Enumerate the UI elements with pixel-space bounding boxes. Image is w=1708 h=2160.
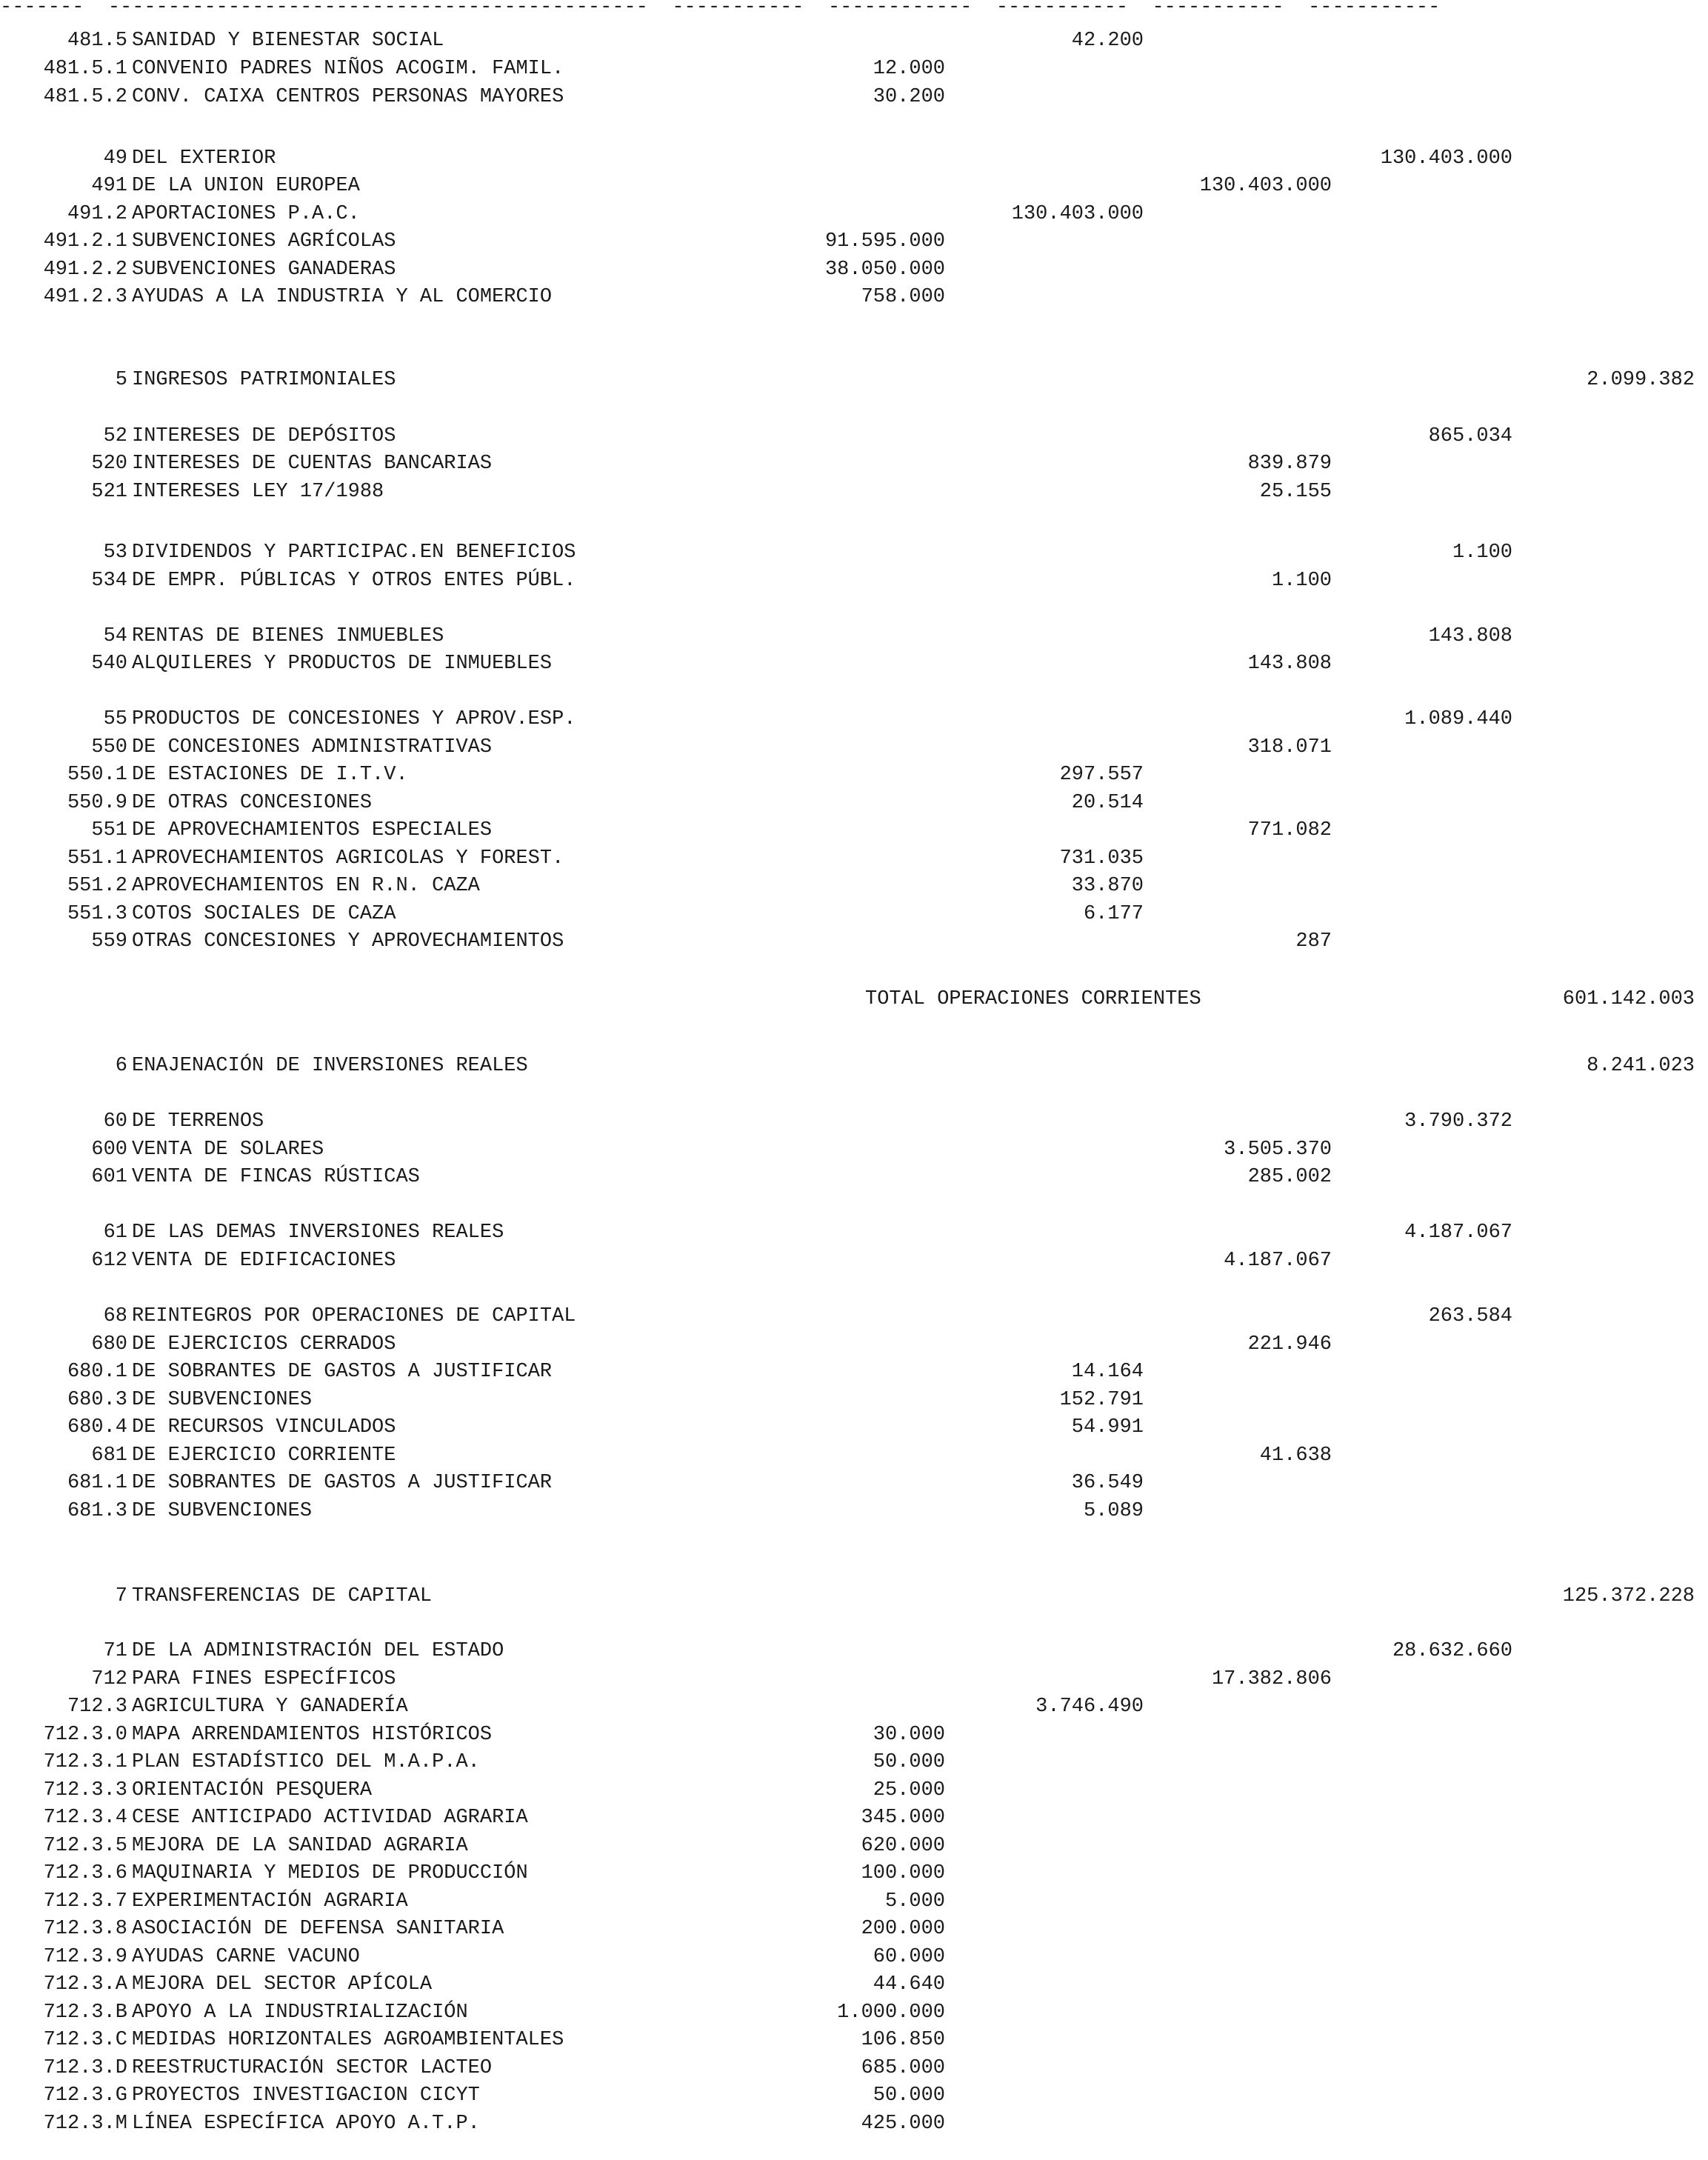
account-code: 712 — [91, 1668, 127, 1690]
ledger-row — [0, 844, 1708, 873]
amount: 221.946 — [1247, 1333, 1332, 1356]
account-description: INTERESES DE CUENTAS BANCARIAS — [132, 453, 493, 475]
ledger-row — [0, 227, 1708, 256]
ledger-row — [0, 1915, 1708, 1943]
account-code: 55 — [103, 708, 127, 730]
amount: 1.000.000 — [837, 2001, 945, 2024]
account-description: ASOCIACIÓN DE DEFENSA SANITARIA — [132, 1918, 504, 1940]
ledger-row — [0, 567, 1708, 595]
ledger-row — [0, 1413, 1708, 1441]
account-description: INGRESOS PATRIMONIALES — [132, 369, 396, 391]
account-description: AYUDAS A LA INDUSTRIA Y AL COMERCIO — [132, 286, 553, 308]
account-description: COTOS SOCIALES DE CAZA — [132, 903, 396, 925]
ledger-row — [0, 2026, 1708, 2054]
account-code: 534 — [91, 570, 127, 592]
account-code: 68 — [103, 1305, 127, 1327]
ledger-row — [0, 83, 1708, 111]
account-description: DE EMPR. PÚBLICAS Y OTROS ENTES PÚBL. — [132, 570, 576, 592]
ledger-row — [0, 478, 1708, 506]
amount: 41.638 — [1259, 1444, 1332, 1467]
ledger-row — [0, 1441, 1708, 1470]
account-description: SUBVENCIONES AGRÍCOLAS — [132, 230, 396, 253]
account-code: 550 — [91, 736, 127, 759]
ledger-row — [0, 1136, 1708, 1164]
account-code: 491.2 — [67, 203, 127, 225]
account-code: 680.1 — [67, 1361, 127, 1383]
amount: 5.000 — [884, 1890, 945, 1913]
account-description: ORIENTACIÓN PESQUERA — [132, 1779, 373, 1801]
amount: 3.505.370 — [1224, 1139, 1332, 1161]
ledger-row — [0, 1247, 1708, 1275]
ledger-row — [0, 1386, 1708, 1414]
account-code: 550.9 — [67, 792, 127, 814]
account-description: REINTEGROS POR OPERACIONES DE CAPITAL — [132, 1305, 576, 1327]
ledger-row — [0, 1721, 1708, 1749]
ledger-row — [0, 1637, 1708, 1665]
amount: 14.164 — [1071, 1361, 1144, 1383]
amount: 200.000 — [861, 1918, 945, 1940]
ledger-row — [0, 2081, 1708, 2110]
account-description: DE EJERCICIOS CERRADOS — [132, 1333, 396, 1356]
account-code: 60 — [103, 1110, 127, 1133]
amount: 6.177 — [1083, 903, 1144, 925]
account-description: DEL EXTERIOR — [132, 147, 276, 170]
account-description: DE CONCESIONES ADMINISTRATIVAS — [132, 736, 493, 759]
account-code: 551.1 — [67, 847, 127, 870]
account-code: 680.3 — [67, 1389, 127, 1411]
amount: 5.089 — [1083, 1500, 1144, 1522]
account-code: 712.3.1 — [43, 1751, 127, 1773]
amount: 345.000 — [861, 1807, 945, 1829]
amount: 4.187.067 — [1404, 1221, 1512, 1244]
ledger-row — [0, 366, 1708, 394]
account-code: 600 — [91, 1139, 127, 1161]
amount: 318.071 — [1247, 736, 1332, 759]
account-code: 712.3.5 — [43, 1835, 127, 1857]
amount: 60.000 — [873, 1946, 945, 1968]
account-description: PRODUCTOS DE CONCESIONES Y APROV.ESP. — [132, 708, 576, 730]
amount: 54.991 — [1071, 1416, 1144, 1439]
account-description: DE TERRENOS — [132, 1110, 264, 1133]
account-code: 712.3.A — [43, 1973, 127, 1996]
account-code: 712.3.D — [43, 2057, 127, 2079]
ledger-row — [0, 789, 1708, 817]
amount: 100.000 — [861, 1862, 945, 1884]
account-code: 491.2.1 — [43, 230, 127, 253]
amount: 620.000 — [861, 1835, 945, 1857]
account-code: 712.3.0 — [43, 1724, 127, 1746]
account-description: MAPA ARRENDAMIENTOS HISTÓRICOS — [132, 1724, 493, 1746]
account-description: MEJORA DEL SECTOR APÍCOLA — [132, 1973, 433, 1996]
account-description: ALQUILERES Y PRODUCTOS DE INMUEBLES — [132, 653, 553, 675]
account-code: 551.2 — [67, 875, 127, 897]
account-description: APROVECHAMIENTOS EN R.N. CAZA — [132, 875, 480, 897]
account-code: 71 — [103, 1640, 127, 1662]
account-description: TRANSFERENCIAS DE CAPITAL — [132, 1585, 433, 1607]
ledger-row — [0, 872, 1708, 900]
ledger-row — [0, 1469, 1708, 1497]
amount: 4.187.067 — [1224, 1250, 1332, 1272]
account-description: DE SUBVENCIONES — [132, 1389, 313, 1411]
account-code: 551.3 — [67, 903, 127, 925]
total-label: TOTAL OPERACIONES CORRIENTES — [865, 988, 1201, 1010]
account-description: DE SOBRANTES DE GASTOS A JUSTIFICAR — [132, 1472, 553, 1494]
amount: 731.035 — [1059, 847, 1144, 870]
account-description: EXPERIMENTACIÓN AGRARIA — [132, 1890, 408, 1913]
ledger-row — [0, 1052, 1708, 1080]
account-description: MEDIDAS HORIZONTALES AGROAMBIENTALES — [132, 2029, 564, 2051]
ledger-row — [0, 1999, 1708, 2027]
account-description: LÍNEA ESPECÍFICA APOYO A.T.P. — [132, 2113, 480, 2135]
ledger-row — [0, 1693, 1708, 1721]
account-code: 551 — [91, 819, 127, 841]
amount: 91.595.000 — [824, 230, 945, 253]
amount: 839.879 — [1247, 453, 1332, 475]
account-code: 712.3.G — [43, 2084, 127, 2107]
amount: 8.241.023 — [1587, 1055, 1695, 1077]
account-description: DE SUBVENCIONES — [132, 1500, 313, 1522]
account-code: 681.3 — [67, 1500, 127, 1522]
account-code: 712.3.6 — [43, 1862, 127, 1884]
amount: 865.034 — [1428, 425, 1512, 447]
account-code: 680 — [91, 1333, 127, 1356]
account-code: 712.3.B — [43, 2001, 127, 2024]
account-description: DE LAS DEMAS INVERSIONES REALES — [132, 1221, 504, 1244]
amount: 771.082 — [1247, 819, 1332, 841]
ledger-row — [0, 1330, 1708, 1359]
amount: 425.000 — [861, 2113, 945, 2135]
account-code: 491.2.3 — [43, 286, 127, 308]
account-description: DIVIDENDOS Y PARTICIPAC.EN BENEFICIOS — [132, 541, 576, 564]
ledger-row — [0, 761, 1708, 789]
ledger-row — [0, 2054, 1708, 2082]
account-description: DE ESTACIONES DE I.T.V. — [132, 764, 408, 786]
account-description: REESTRUCTURACIÓN SECTOR LACTEO — [132, 2057, 493, 2079]
account-code: 612 — [91, 1250, 127, 1272]
amount: 263.584 — [1428, 1305, 1512, 1327]
ledger-row — [0, 1887, 1708, 1916]
account-description: INTERESES LEY 17/1988 — [132, 481, 384, 503]
account-description: INTERESES DE DEPÓSITOS — [132, 425, 396, 447]
amount: 1.100 — [1271, 570, 1332, 592]
ledger-row — [0, 144, 1708, 173]
account-code: 712.3.3 — [43, 1779, 127, 1801]
account-code: 712.3.8 — [43, 1918, 127, 1940]
account-code: 681.1 — [67, 1472, 127, 1494]
account-code: 481.5 — [67, 30, 127, 52]
amount: 50.000 — [873, 1751, 945, 1773]
account-description: CESE ANTICIPADO ACTIVIDAD AGRARIA — [132, 1807, 528, 1829]
account-description: VENTA DE EDIFICACIONES — [132, 1250, 396, 1272]
account-code: 601 — [91, 1166, 127, 1188]
ledger-row — [0, 900, 1708, 928]
account-description: APORTACIONES P.A.C. — [132, 203, 360, 225]
amount: 42.200 — [1071, 30, 1144, 52]
account-code: 61 — [103, 1221, 127, 1244]
ledger-row — [0, 1804, 1708, 1832]
account-description: OTRAS CONCESIONES Y APROVECHAMIENTOS — [132, 930, 564, 953]
account-code: 7 — [115, 1585, 127, 1607]
account-code: 712.3.M — [43, 2113, 127, 2135]
account-description: DE LA ADMINISTRACIÓN DEL ESTADO — [132, 1640, 504, 1662]
account-description: RENTAS DE BIENES INMUEBLES — [132, 625, 444, 647]
amount: 30.000 — [873, 1724, 945, 1746]
amount: 143.808 — [1247, 653, 1332, 675]
amount: 1.089.440 — [1404, 708, 1512, 730]
ledger-row — [0, 200, 1708, 228]
ledger-row — [0, 539, 1708, 567]
amount: 17.382.806 — [1211, 1668, 1332, 1690]
ledger-row — [0, 927, 1708, 956]
account-code: 681 — [91, 1444, 127, 1467]
account-code: 559 — [91, 930, 127, 953]
total-row — [0, 985, 1708, 1013]
account-description: DE RECURSOS VINCULADOS — [132, 1416, 396, 1439]
account-code: 481.5.1 — [43, 58, 127, 80]
total-amount: 601.142.003 — [1562, 988, 1695, 1010]
account-code: 712.3.7 — [43, 1890, 127, 1913]
account-description: MAQUINARIA Y MEDIOS DE PRODUCCIÓN — [132, 1862, 528, 1884]
account-code: 712.3.4 — [43, 1807, 127, 1829]
ledger-row — [0, 1163, 1708, 1191]
account-description: CONVENIO PADRES NIÑOS ACOGIM. FAMIL. — [132, 58, 564, 80]
amount: 1.100 — [1452, 541, 1512, 564]
account-description: APROVECHAMIENTOS AGRICOLAS Y FOREST. — [132, 847, 564, 870]
amount: 50.000 — [873, 2084, 945, 2107]
account-description: APOYO A LA INDUSTRIALIZACIÓN — [132, 2001, 468, 2024]
account-code: 491.2.2 — [43, 259, 127, 281]
amount: 38.050.000 — [824, 259, 945, 281]
ledger-row — [0, 1859, 1708, 1887]
ledger-row — [0, 1748, 1708, 1776]
ledger-row — [0, 1107, 1708, 1136]
amount: 106.850 — [861, 2029, 945, 2051]
account-code: 550.1 — [67, 764, 127, 786]
account-code: 6 — [115, 1055, 127, 1077]
account-description: VENTA DE FINCAS RÚSTICAS — [132, 1166, 420, 1188]
account-code: 52 — [103, 425, 127, 447]
account-code: 712.3.9 — [43, 1946, 127, 1968]
amount: 125.372.228 — [1562, 1585, 1695, 1607]
account-code: 53 — [103, 541, 127, 564]
account-code: 680.4 — [67, 1416, 127, 1439]
ledger-row — [0, 1665, 1708, 1693]
account-code: 54 — [103, 625, 127, 647]
account-description: SUBVENCIONES GANADERAS — [132, 259, 396, 281]
ledger-row — [0, 622, 1708, 650]
ledger-row — [0, 256, 1708, 284]
ledger-row — [0, 2110, 1708, 2138]
ledger-row — [0, 450, 1708, 478]
ledger-row — [0, 1219, 1708, 1247]
account-code: 49 — [103, 147, 127, 170]
ledger-row — [0, 1970, 1708, 1999]
ledger-row — [0, 1943, 1708, 1971]
account-code: 491 — [91, 175, 127, 197]
amount: 285.002 — [1247, 1166, 1332, 1188]
ledger-row — [0, 1358, 1708, 1386]
ledger-row — [0, 816, 1708, 844]
amount: 25.000 — [873, 1779, 945, 1801]
account-description: DE LA UNION EUROPEA — [132, 175, 360, 197]
amount: 3.790.372 — [1404, 1110, 1512, 1133]
amount: 130.403.000 — [1380, 147, 1512, 170]
account-code: 521 — [91, 481, 127, 503]
ledger-row — [0, 1497, 1708, 1525]
account-description: DE APROVECHAMIENTOS ESPECIALES — [132, 819, 493, 841]
amount: 152.791 — [1059, 1389, 1144, 1411]
ledger-row — [0, 650, 1708, 678]
ledger-row — [0, 733, 1708, 761]
account-description: DE EJERCICIO CORRIENTE — [132, 1444, 396, 1467]
account-description: AYUDAS CARNE VACUNO — [132, 1946, 360, 1968]
ledger-row — [0, 705, 1708, 733]
amount: 36.549 — [1071, 1472, 1144, 1494]
account-description: MEJORA DE LA SANIDAD AGRARIA — [132, 1835, 468, 1857]
account-description: AGRICULTURA Y GANADERÍA — [132, 1696, 408, 1718]
ledger-row — [0, 1582, 1708, 1610]
account-code: 712.3 — [67, 1696, 127, 1718]
account-description: PARA FINES ESPECÍFICOS — [132, 1668, 396, 1690]
account-code: 520 — [91, 453, 127, 475]
amount: 12.000 — [873, 58, 945, 80]
account-description: PLAN ESTADÍSTICO DEL M.A.P.A. — [132, 1751, 480, 1773]
amount: 25.155 — [1259, 481, 1332, 503]
account-description: PROYECTOS INVESTIGACION CICYT — [132, 2084, 480, 2107]
ledger-row — [0, 172, 1708, 200]
amount: 685.000 — [861, 2057, 945, 2079]
amount: 758.000 — [861, 286, 945, 308]
amount: 3.746.490 — [1035, 1696, 1144, 1718]
account-description: SANIDAD Y BIENESTAR SOCIAL — [132, 30, 444, 52]
amount: 287 — [1295, 930, 1332, 953]
ledger-row — [0, 27, 1708, 55]
ledger-row — [0, 55, 1708, 83]
ledger-row — [0, 1302, 1708, 1330]
ledger-row — [0, 422, 1708, 450]
account-code: 481.5.2 — [43, 86, 127, 108]
amount: 28.632.660 — [1392, 1640, 1512, 1662]
account-description: VENTA DE SOLARES — [132, 1139, 324, 1161]
account-code: 540 — [91, 653, 127, 675]
ledger-row — [0, 1776, 1708, 1804]
amount: 143.808 — [1428, 625, 1512, 647]
account-code: 712.3.C — [43, 2029, 127, 2051]
amount: 44.640 — [873, 1973, 945, 1996]
amount: 130.403.000 — [1199, 175, 1332, 197]
account-code: 5 — [115, 369, 127, 391]
amount: 30.200 — [873, 86, 945, 108]
account-description: DE OTRAS CONCESIONES — [132, 792, 373, 814]
account-description: CONV. CAIXA CENTROS PERSONAS MAYORES — [132, 86, 564, 108]
header-rule: ------- --------------------------------------------- ----------- ------------ ----------- ----------- ----------- — [0, 0, 1441, 15]
ledger-row — [0, 283, 1708, 311]
amount: 20.514 — [1071, 792, 1144, 814]
amount: 130.403.000 — [1011, 203, 1144, 225]
amount: 2.099.382 — [1587, 369, 1695, 391]
amount: 297.557 — [1059, 764, 1144, 786]
ledger-row — [0, 1832, 1708, 1860]
account-description: DE SOBRANTES DE GASTOS A JUSTIFICAR — [132, 1361, 553, 1383]
amount: 33.870 — [1071, 875, 1144, 897]
account-description: ENAJENACIÓN DE INVERSIONES REALES — [132, 1055, 528, 1077]
